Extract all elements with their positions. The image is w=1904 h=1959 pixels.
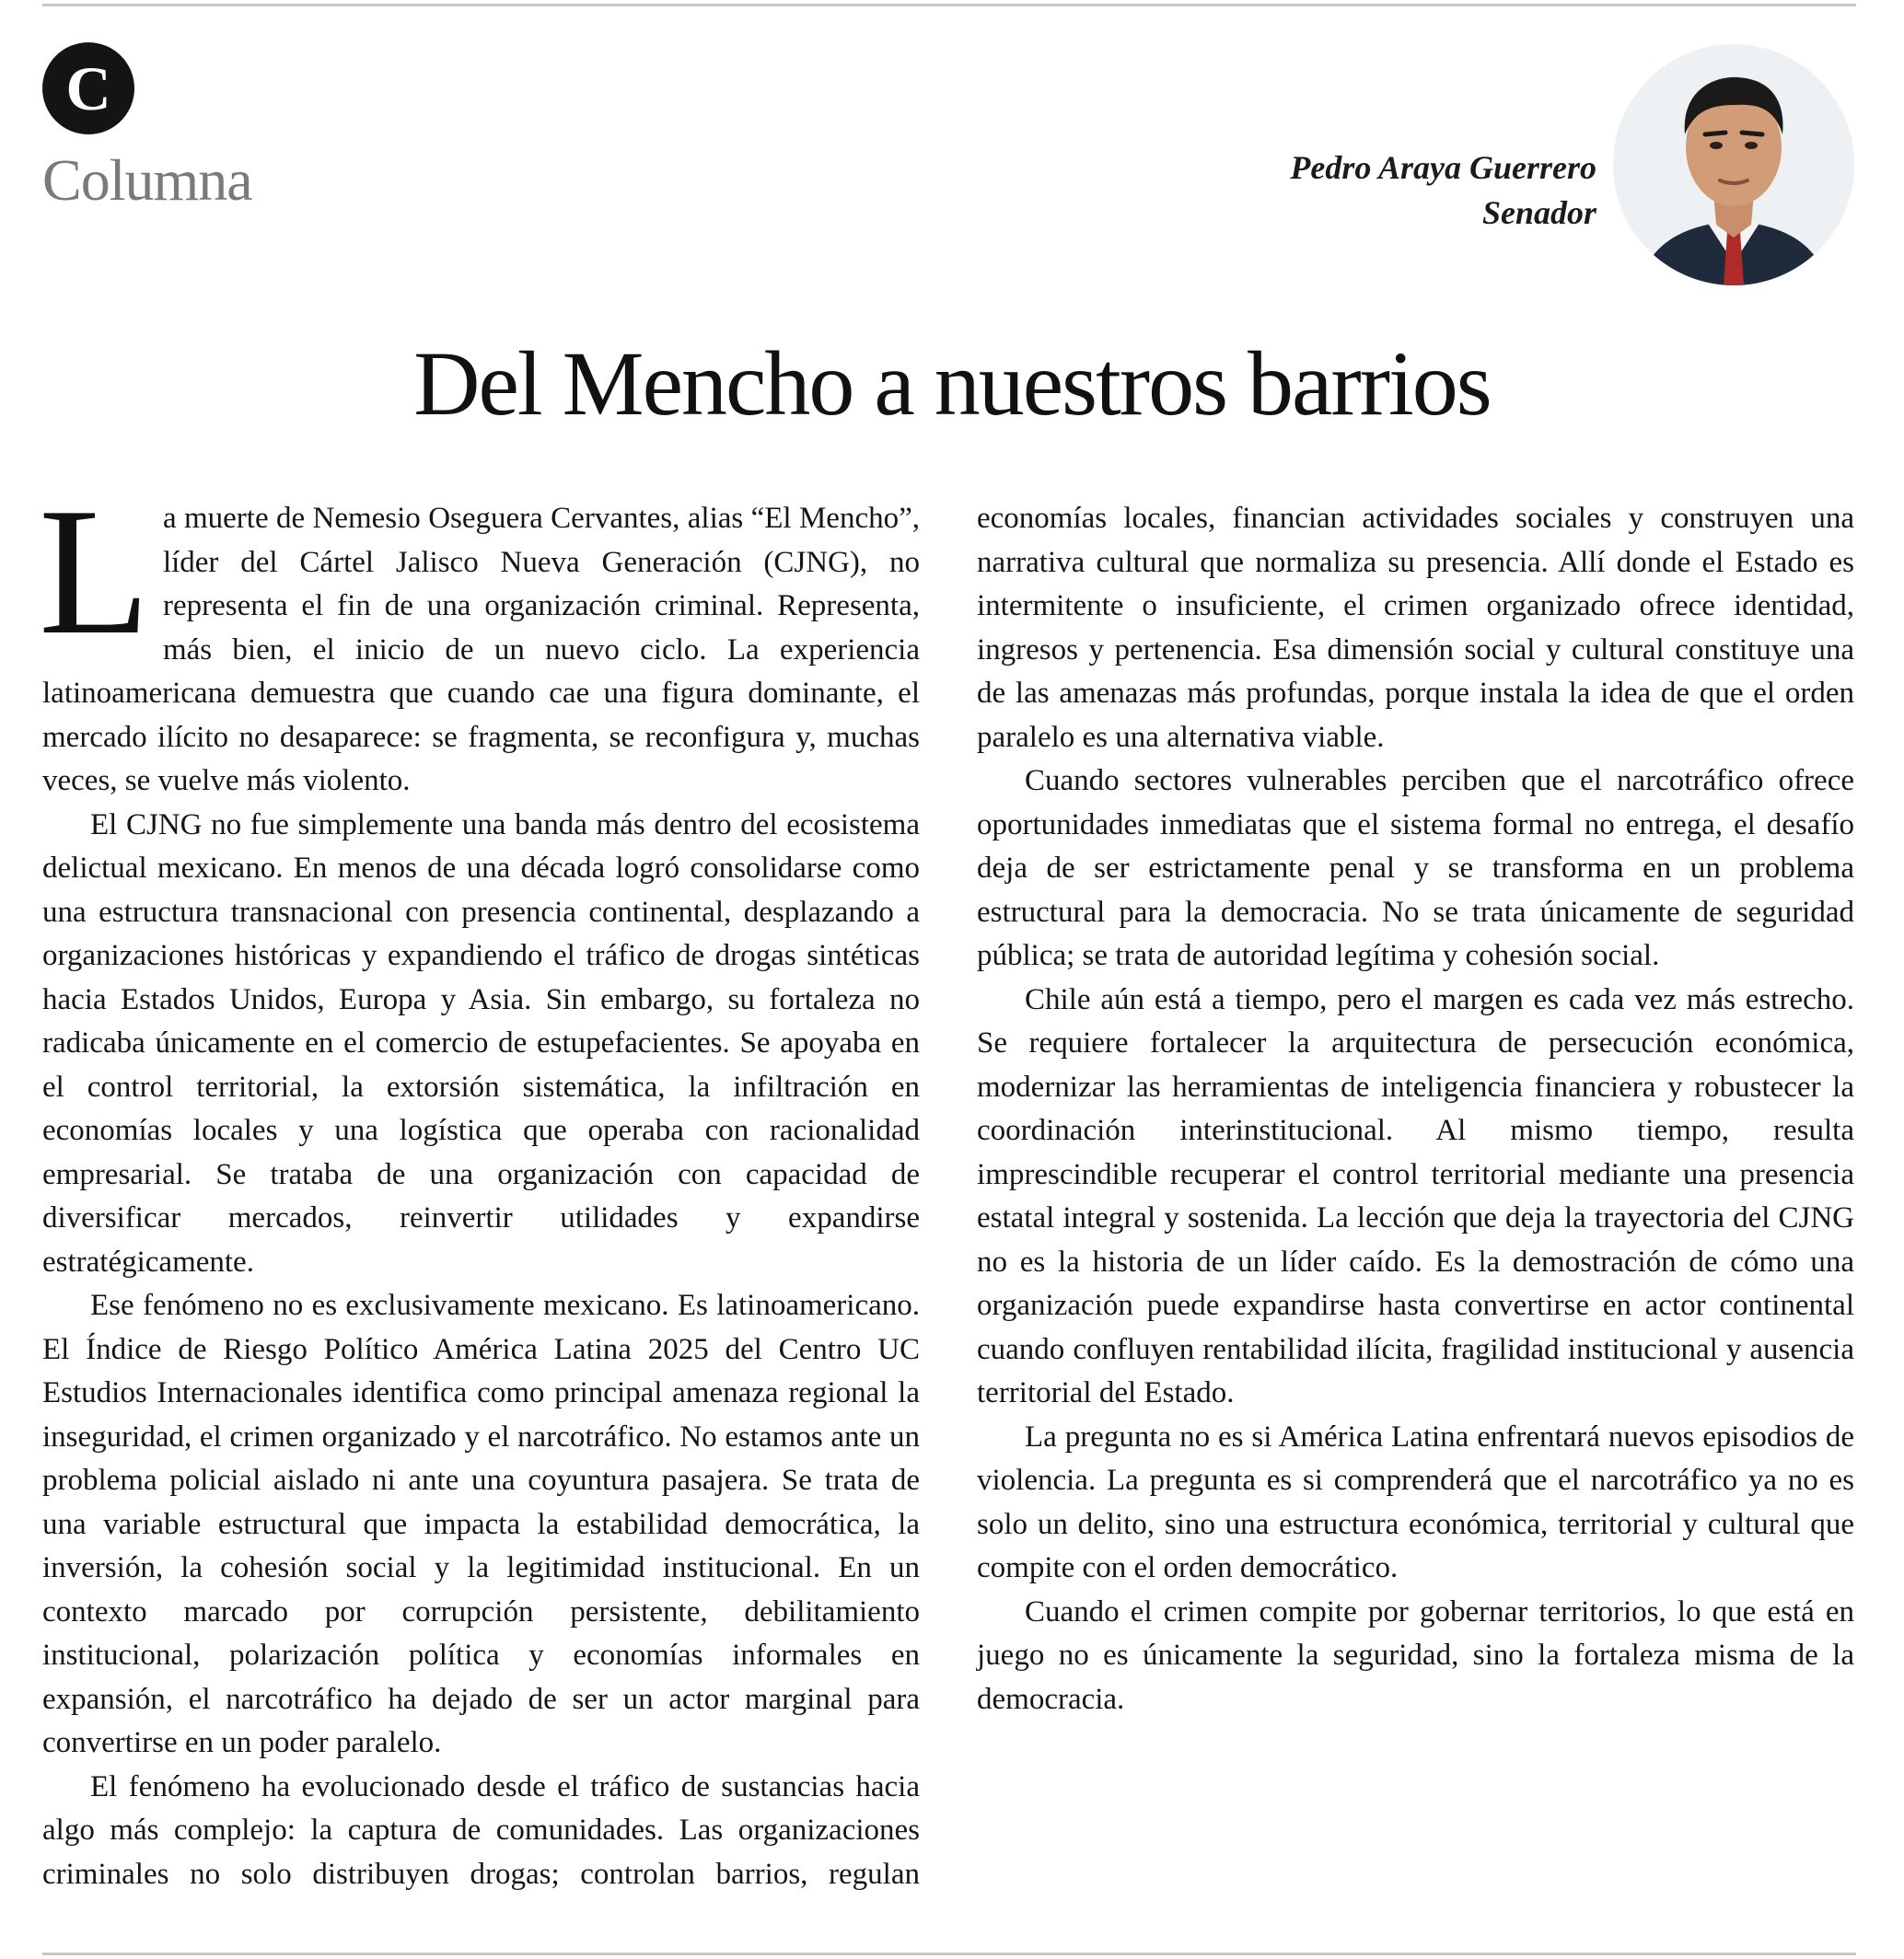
- headline: Del Mencho a nuestros barrios: [413, 332, 1491, 435]
- article-paragraph: La pregunta no es si América Latina enfrentará nuevos episodios de violencia. La pregunta es si comprenderá que el narcotráfico ya no es solo un delito, sino una estructura económica, territorial y cultural que compite con el orden democrático.: [977, 1420, 1854, 1584]
- drop-cap: L: [39, 470, 150, 672]
- section-label: Columna: [42, 147, 252, 213]
- bottom-rule: [42, 1953, 1856, 1955]
- article-paragraph: El CJNG no fue simplemente una banda más dentro del ecosistema delictual mexicano. En menos de una década logró consolidarse como una estructura transnacional con presencia continental, desplazando a organizaciones históricas y expandiendo el tráfico de drogas sintéticas hacia Estados Unidos, Europa y Asia. Sin embargo, su fortaleza no radicaba únicamente en el comercio de estupefacientes. Se apoyaba en el control territorial, la extorsión sistemática, la infiltración en economías locales y una logística que operaba con racionalidad empresarial. Se trataba de una organización con capacidad de diversificar mercados, reinvertir utilidades y expandirse estratégicamente.: [42, 807, 920, 1279]
- section-badge: C: [42, 42, 134, 134]
- top-rule: [42, 4, 1856, 6]
- article-paragraph: Cuando sectores vulnerables perciben que el narcotráfico ofrece oportunidades inmediatas que el sistema formal no entrega, el desafío deja de ser estrictamente penal y se transforma en un problema estructural para la democracia. No se trata únicamente de seguridad pública; se trata de autoridad legítima y cohesión social.: [977, 764, 1854, 972]
- lead-paragraph: [39, 470, 920, 804]
- article-body: [39, 470, 1854, 1915]
- author-portrait-illustration: [1613, 44, 1854, 285]
- byline: [1044, 145, 1596, 236]
- article-paragraph: El fenómeno ha evolucionado desde el tráfico de sustancias hacia algo más complejo: la captura de comunidades. Las organizaciones criminales no solo distribuyen drogas; controlan barrios, regulan economías locales, financian actividades sociales y construyen una narrativa cultural que normaliza su presencia. Allí donde el Estado es intermitente o insuficiente, el crimen organizado ofrece identidad, ingresos y pertenencia. Esa dimensión social y cultural constituye una de las amenazas más profundas, porque instala la idea de que el orden paralelo es una alternativa viable.: [42, 502, 1854, 1891]
- author-role: Senador: [1481, 194, 1596, 231]
- article-paragraph: Chile aún está a tiempo, pero el margen es cada vez más estrecho. Se requiere fortalecer la arquitectura de persecución económica, modernizar las herramientas de inteligencia financiera y robustecer la coordinación interinstitucional. Al mismo tiempo, resulta imprescindible recuperar el control territorial mediante una presencia estatal integral y sostenida. La lección que deja la trayectoria del CJNG no es la historia de un líder caído. Es la demostración de cómo una organización puede expandirse hasta convertirse en actor continental cuando confluyen rentabilidad ilícita, fragilidad institucional y ausencia territorial del Estado.: [977, 982, 1854, 1409]
- author-name: Pedro Araya Guerrero: [1290, 149, 1596, 186]
- article-paragraph: Cuando el crimen compite por gobernar territorios, lo que está en juego no es únicamente la seguridad, sino la fortaleza misma de la democracia.: [977, 1594, 1854, 1716]
- author-photo: [1613, 44, 1854, 285]
- article-paragraph: Ese fenómeno no es exclusivamente mexicano. Es latinoamericano. El Índice de Riesgo Político América Latina 2025 del Centro UC Estudios Internacionales identifica como principal amenaza regional la inseguridad, el crimen organizado y el narcotráfico. No estamos ante un problema policial aislado ni ante una coyuntura pasajera. Se trata de una variable estructural que impacta la estabilidad democrática, la inversión, la cohesión social y la legitimidad institucional. En un contexto marcado por corrupción persistente, debilitamiento institucional, polarización política y economías informales en expansión, el narcotráfico ha dejado de ser un actor marginal para convertirse en un poder paralelo.: [42, 1289, 920, 1759]
- lead-paragraph-text: a muerte de Nemesio Oseguera Cervantes, alias “El Mencho”, líder del Cártel Jalisco Nueva Generación (CJNG), no representa el fin de una organización criminal. Representa, más bien, el inicio de un nuevo ciclo. La experiencia latinoamericana demuestra que cuando cae una figura dominante, el mercado ilícito no desaparece: se fragmenta, se reconfigura y, muchas veces, se vuelve más violento.: [42, 502, 920, 797]
